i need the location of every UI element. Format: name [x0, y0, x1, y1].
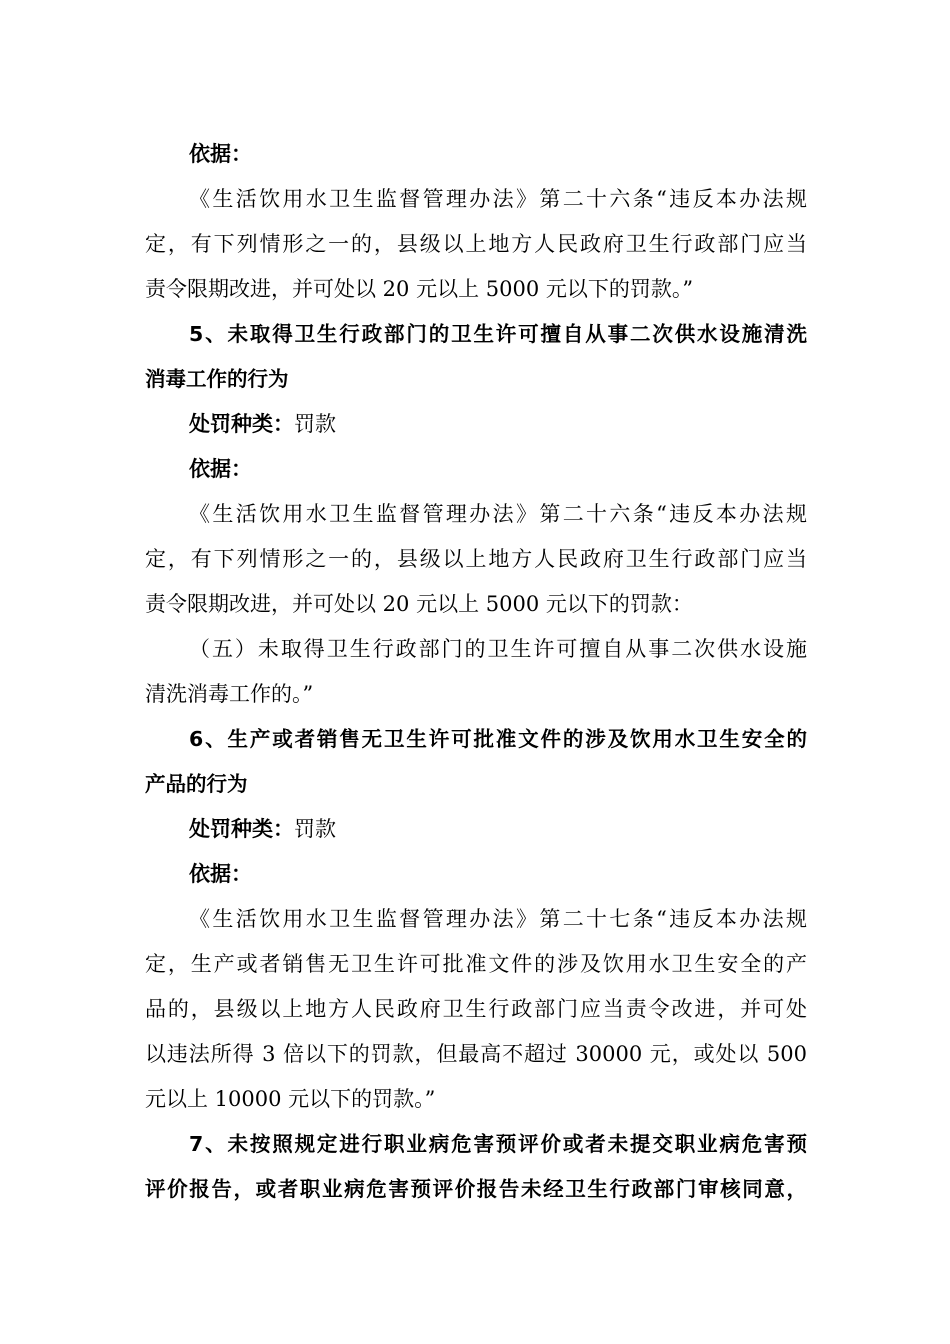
- section-7-heading-line-2: 评价报告，或者职业病危害预评价报告未经卫生行政部门审核同意，: [145, 1177, 807, 1201]
- article-26-text-line-2: 定，有下列情形之一的，县级以上地方人民政府卫生行政部门应当: [145, 547, 807, 571]
- basis-label-line: [145, 447, 807, 492]
- basis-label: 依据：: [189, 142, 252, 166]
- article-27-text-line-1: 《生活饮用水卫生监督管理办法》第二十七条“违反本办法规: [189, 907, 807, 931]
- article-26-text-line-2: 定，有下列情形之一的，县级以上地方人民政府卫生行政部门应当: [145, 232, 807, 256]
- article-27-text-line-5: 元以上 10000 元以下的罚款。”: [145, 1087, 436, 1111]
- article-26-text-line-1: 《生活饮用水卫生监督管理办法》第二十六条“违反本办法规: [189, 187, 807, 211]
- section-6-heading-line-1: 6、生产或者销售无卫生许可批准文件的涉及饮用水卫生安全的: [189, 727, 807, 751]
- basis-label-line: [145, 132, 807, 177]
- article-26-text-line-3: 责令限期改进，并可处以 20 元以上 5000 元以下的罚款：: [145, 592, 693, 616]
- section-5-heading-line-1: 5、未取得卫生行政部门的卫生许可擅自从事二次供水设施清洗: [189, 322, 807, 346]
- penalty-type-value: 罚款: [294, 412, 336, 436]
- penalty-type-line: [145, 402, 807, 447]
- section-6-heading-line-2: 产品的行为: [145, 772, 248, 796]
- penalty-type-label: 处罚种类：: [189, 412, 294, 436]
- article-27-text-line-3: 品的，县级以上地方人民政府卫生行政部门应当责令改进，并可处: [145, 997, 807, 1021]
- penalty-type-label: 处罚种类：: [189, 817, 294, 841]
- article-26-text-line-1: 《生活饮用水卫生监督管理办法》第二十六条“违反本办法规: [189, 502, 807, 526]
- article-27-text-line-2: 定，生产或者销售无卫生许可批准文件的涉及饮用水卫生安全的产: [145, 952, 807, 976]
- document-body: [145, 132, 807, 1212]
- article-26-clause-5-line-2: 清洗消毒工作的。”: [145, 682, 314, 706]
- basis-label-line: [145, 852, 807, 897]
- penalty-type-value: 罚款: [294, 817, 336, 841]
- article-27-text-line-4: 以违法所得 3 倍以下的罚款，但最高不超过 30000 元，或处以 500: [145, 1042, 807, 1066]
- penalty-type-line: [145, 807, 807, 852]
- section-5-heading-line-2: 消毒工作的行为: [145, 367, 289, 391]
- basis-label: 依据：: [189, 862, 252, 886]
- basis-label: 依据：: [189, 457, 252, 481]
- article-26-text-line-3: 责令限期改进，并可处以 20 元以上 5000 元以下的罚款。”: [145, 277, 694, 301]
- section-7-heading-line-1: 7、未按照规定进行职业病危害预评价或者未提交职业病危害预: [189, 1132, 807, 1156]
- article-26-clause-5-line-1: （五）未取得卫生行政部门的卫生许可擅自从事二次供水设施: [189, 637, 807, 661]
